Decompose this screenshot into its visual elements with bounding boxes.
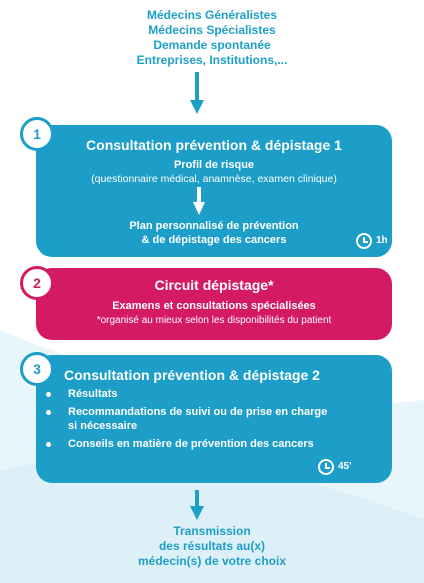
step-detail: Examens et consultations spécialisées: [112, 300, 316, 312]
step-outcome-line: Plan personnalisé de prévention: [129, 220, 299, 232]
clock-icon: [356, 233, 372, 249]
arrow-down-icon: [190, 490, 204, 520]
referral-source: Médecins Généralistes: [146, 8, 278, 22]
arrow-down-icon: [193, 187, 205, 215]
step-3-box: [36, 355, 392, 483]
clock-icon: [318, 459, 334, 475]
duration-label: 1h: [376, 235, 388, 246]
bullet-icon: [46, 410, 51, 415]
list-item-text: Résultats: [68, 388, 118, 400]
result-transmission: [0, 524, 424, 569]
step-title: Consultation prévention & dépistage 1: [86, 137, 342, 153]
referral-source: Entreprises, Institutions,...: [136, 53, 288, 67]
step-bullet-list: [44, 387, 368, 455]
list-item: [44, 405, 338, 433]
transmission-line: des résultats au(x): [158, 539, 266, 553]
step-number-badge: 2: [20, 266, 54, 300]
step-outcome-line: & de dépistage des cancers: [141, 234, 287, 246]
list-item-text: Conseils en matière de prévention des cancers: [68, 438, 314, 450]
list-item-text: Recommandations de suivi ou de prise en charge si nécessaire: [68, 406, 328, 432]
step-outcome: [36, 219, 392, 247]
referral-sources: [0, 8, 424, 68]
transmission-line: Transmission: [173, 524, 251, 538]
step-title: Circuit dépistage*: [154, 277, 274, 293]
referral-source: Demande spontanée: [153, 38, 271, 52]
list-item: [44, 437, 368, 451]
duration-label: 45': [338, 461, 352, 472]
step-number-badge: 3: [20, 352, 54, 386]
list-item: [44, 387, 338, 401]
step-title: Consultation prévention & dépistage 2: [64, 367, 320, 383]
step-detail: (questionnaire médical, anamnèse, examen clinique): [91, 173, 337, 185]
bullet-icon: [46, 392, 51, 397]
step-number-badge: 1: [20, 117, 54, 151]
step-2-box: [36, 268, 392, 340]
arrow-down-icon: [190, 72, 204, 114]
step-detail: Profil de risque: [173, 159, 255, 171]
step-1-box: [36, 125, 392, 257]
transmission-line: médecin(s) de votre choix: [137, 554, 287, 568]
bullet-icon: [46, 442, 51, 447]
step-footnote: *organisé au mieux selon les disponibilités du patient: [96, 315, 332, 326]
referral-source: Médecins Spécialistes: [148, 23, 276, 37]
